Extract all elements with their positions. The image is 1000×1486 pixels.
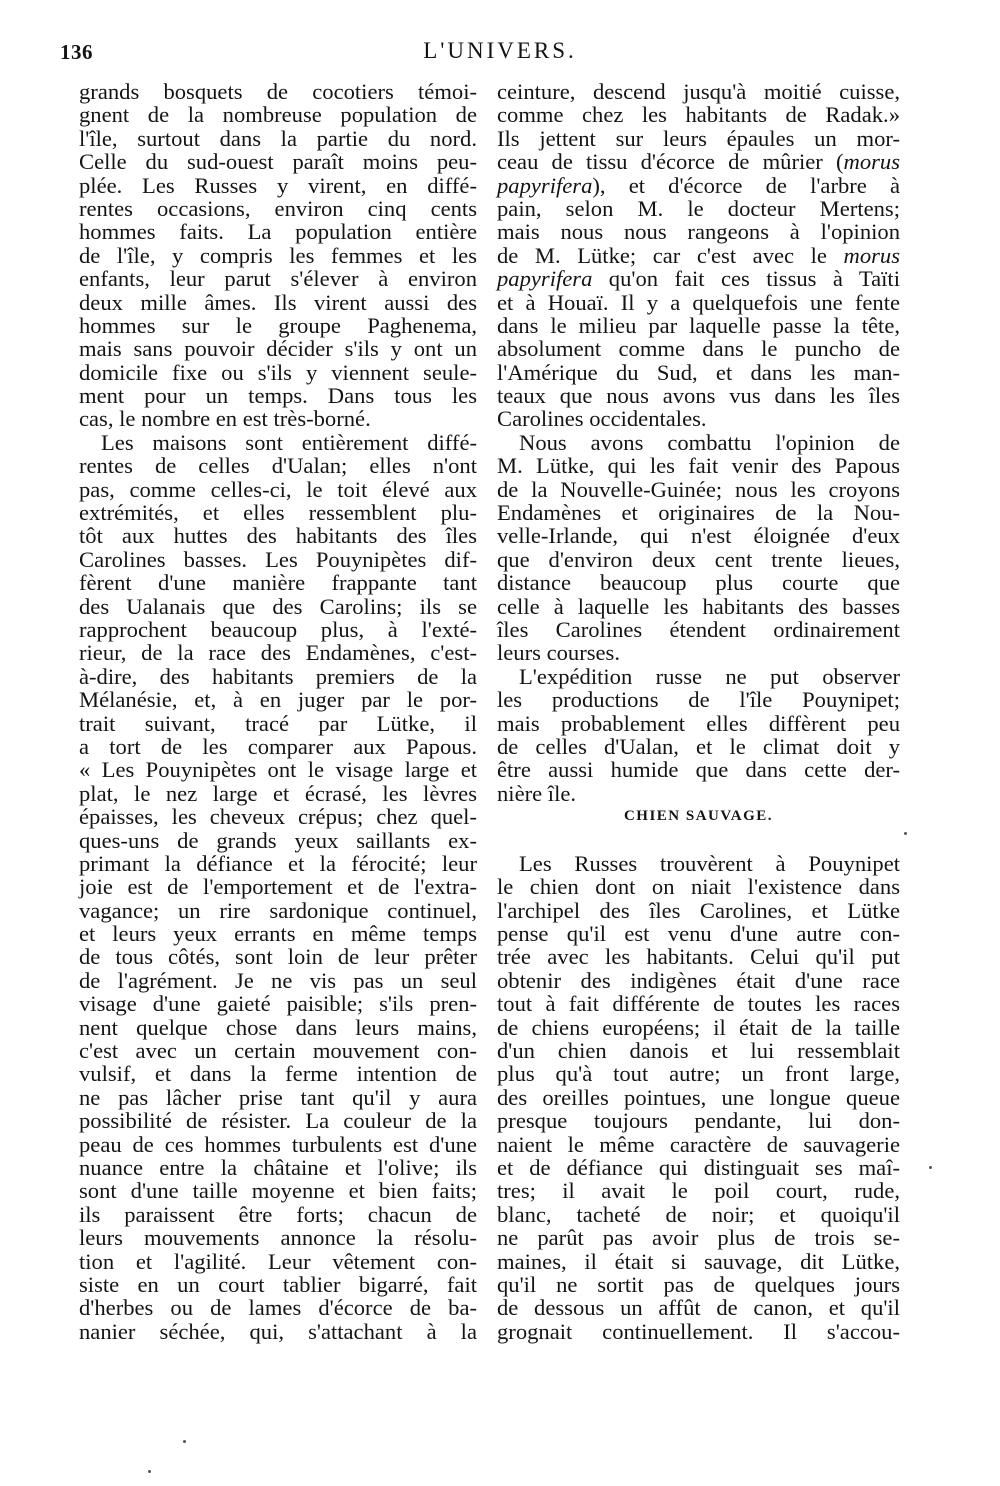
text-line: l'Amérique du Sud, et dans les man-	[497, 359, 900, 385]
text-line: de celles d'Ualan, et le climat doit y	[497, 733, 900, 759]
text-line: hommes faits. La population entière	[79, 219, 477, 245]
running-title: L'UNIVERS.	[423, 38, 577, 63]
text-line: domicile fixe ou s'ils y viennent seule-	[79, 359, 477, 385]
text-line: ils paraissent être forts; chacun de	[79, 1201, 477, 1227]
text-line: que d'environ deux cent trente lieues,	[497, 546, 900, 572]
text-line: rentes occasions, environ cinq cents	[79, 195, 477, 221]
text-line: d'un chien danois et lui ressemblait	[497, 1038, 900, 1064]
text-line	[497, 174, 900, 197]
text-line: primant la défiance et la férocité; leur	[79, 850, 477, 876]
text-line: plée. Les Russes y virent, en diffé-	[79, 172, 477, 198]
text-line: peau de ces hommes turbulents est d'une	[79, 1131, 477, 1157]
text-line: trée avec les habitants. Celui qu'il put	[497, 944, 900, 970]
text-line: vulsif, et dans la ferme intention de	[79, 1061, 477, 1087]
text-line: Ils jettent sur leurs épaules un mor-	[497, 125, 900, 151]
text-line: celle à laquelle les habitants des basses	[497, 593, 900, 619]
text-line: leurs courses.	[497, 640, 620, 666]
text-line	[497, 244, 900, 267]
paragraph-start: Les Russes trouvèrent à Pouynipet	[519, 850, 900, 876]
text-line: l'archipel des îles Carolines, et Lütke	[497, 897, 900, 923]
text-line: plus qu'à tout autre; un front large,	[497, 1061, 900, 1087]
text-line: grognait continuellement. Il s'accou-	[497, 1318, 900, 1344]
right-column	[497, 80, 900, 1343]
text-line: épaisses, les cheveux crépus; chez quel-	[79, 804, 477, 830]
text-line: comme chez les habitants de Radak.»	[497, 102, 900, 128]
text-line: ment pour un temps. Dans tous les	[79, 383, 477, 409]
text-line: maines, il était si sauvage, dit Lütke,	[497, 1248, 900, 1274]
text-line: presque toujours pendante, lui don-	[497, 1108, 900, 1134]
text-line: des Ualanais que des Carolins; ils se	[79, 593, 477, 619]
print-speck	[904, 832, 907, 835]
text-line: de chiens européens; il était de la taille	[497, 1014, 900, 1040]
text-line: et leurs yeux errants en même temps	[79, 921, 477, 947]
text-line: teaux que nous avons vus dans les îles	[497, 383, 900, 409]
text-line: visage d'une gaieté paisible; s'ils pren-	[79, 991, 477, 1017]
section-heading: CHIEN SAUVAGE.	[623, 808, 774, 825]
text-line: qu'il ne sortit pas de quelques jours	[497, 1271, 900, 1297]
text-line: nuance entre la châtaine et l'olive; ils	[79, 1154, 477, 1180]
text-segment: ceau de tissu d'écorce de mûrier (	[497, 149, 844, 175]
text-segment: ), et d'écorce de l'arbre à	[592, 172, 900, 198]
italic-term: papyrifera	[497, 266, 593, 292]
text-line: d'herbes ou de lames d'écorce de ba-	[79, 1295, 477, 1321]
text-line: extrémités, et elles ressemblent plu-	[79, 500, 477, 526]
text-line: et à Houaï. Il y a quelquefois une fente	[497, 289, 900, 315]
text-line: de l'île, y compris les femmes et les	[79, 242, 477, 268]
left-column	[79, 80, 477, 1343]
text-line: enfants, leur parut s'élever à environ	[79, 266, 477, 292]
text-line: tres; il avait le poil court, rude,	[497, 1178, 900, 1204]
text-line: siste en un court tablier bigarré, fait	[79, 1271, 477, 1297]
print-speck	[183, 1440, 186, 1443]
print-speck	[929, 1166, 932, 1169]
italic-term: morus	[843, 149, 900, 175]
text-line: plat, le nez large et écrasé, les lèvres	[79, 780, 477, 806]
text-line: trait suivant, tracé par Lütke, il	[79, 710, 477, 736]
text-line: mais probablement elles diffèrent peu	[497, 710, 900, 736]
text-line: ne parût pas avoir plus de trois se-	[497, 1225, 900, 1251]
text-line: être aussi humide que dans cette der-	[497, 757, 900, 783]
text-line: mais nous nous rangeons à l'opinion	[497, 219, 900, 245]
text-line: Celle du sud-ouest paraît moins peu-	[79, 149, 477, 175]
text-line: de tous côtés, sont loin de leur prêter	[79, 944, 477, 970]
text-segment: qu'on fait ces tissus à Taïti	[592, 266, 900, 292]
text-line: ceinture, descend jusqu'à moitié cuisse,	[497, 79, 900, 104]
text-line: îles Carolines étendent ordinairement	[497, 616, 900, 642]
text-line: M. Lütke, qui les fait venir des Papous	[497, 453, 900, 479]
text-line: des oreilles pointues, une longue queue	[497, 1084, 900, 1110]
text-line: de dessous un affût de canon, et qu'il	[497, 1295, 900, 1321]
text-line: obtenir des indigènes était d'une race	[497, 967, 900, 993]
text-line: les productions de l'île Pouynipet;	[497, 687, 900, 713]
text-line: à-dire, des habitants premiers de la	[79, 663, 477, 689]
italic-term: morus	[843, 242, 900, 268]
text-line: hommes sur le groupe Paghenema,	[79, 312, 477, 338]
text-line: Carolines basses. Les Pouynipètes dif-	[79, 546, 477, 572]
text-line: deux mille âmes. Ils virent aussi des	[79, 289, 477, 315]
text-line: cas, le nombre en est très-borné.	[79, 406, 371, 432]
text-line: Mélanésie, et, à en juger par le por-	[79, 687, 477, 713]
text-line: a tort de les comparer aux Papous.	[79, 733, 477, 759]
text-line: « Les Pouynipètes ont le visage large et	[79, 757, 477, 783]
text-line: gnent de la nombreuse population de	[79, 102, 477, 128]
text-line: dans le milieu par laquelle passe la tête,	[497, 312, 900, 338]
text-line: sont d'une taille moyenne et bien faits;	[79, 1178, 477, 1204]
text-line: de la Nouvelle-Guinée; nous les croyons	[497, 476, 900, 502]
text-line: possibilité de résister. La couleur de la	[79, 1108, 477, 1134]
text-line	[497, 150, 900, 173]
text-line: naient le même caractère de sauvagerie	[497, 1131, 900, 1157]
text-line: rapprochent beaucoup plus, à l'exté-	[79, 616, 477, 642]
italic-term: papyrifera	[497, 172, 593, 198]
text-line: blanc, tacheté de noir; et quoiqu'il	[497, 1201, 900, 1227]
text-line: de l'agrément. Je ne vis pas un seul	[79, 967, 477, 993]
text-line: fèrent d'une manière frappante tant	[79, 570, 477, 596]
text-line: rentes de celles d'Ualan; elles n'ont	[79, 453, 477, 479]
text-line: Carolines occidentales.	[497, 406, 707, 432]
text-line: c'est avec un certain mouvement con-	[79, 1038, 477, 1064]
page-number: 136	[60, 40, 93, 64]
text-line: nanier séchée, qui, s'attachant à la	[79, 1318, 477, 1344]
text-line: grands bosquets de cocotiers témoi-	[79, 79, 477, 104]
text-line: absolument comme dans le puncho de	[497, 336, 900, 362]
text-line: pain, selon M. le docteur Mertens;	[497, 195, 900, 221]
text-line: l'île, surtout dans la partie du nord.	[79, 125, 477, 151]
text-line: pense qu'il est venu d'une autre con-	[497, 921, 900, 947]
text-line: mais sans pouvoir décider s'ils y ont un	[79, 336, 477, 362]
text-line: nent quelque chose dans leurs mains,	[79, 1014, 477, 1040]
print-speck	[148, 1470, 151, 1473]
text-line: velle-Irlande, qui n'est éloignée d'eux	[497, 523, 900, 549]
text-line: tout à fait différente de toutes les races	[497, 991, 900, 1017]
paragraph-start: L'expédition russe ne put observer	[519, 663, 900, 689]
text-line: joie est de l'emportement et de l'extra-	[79, 874, 477, 900]
text-line: le chien dont on niait l'existence dans	[497, 874, 900, 900]
text-line: rieur, de la race des Endamènes, c'est-	[79, 640, 477, 666]
text-line: Endamènes et originaires de la Nou-	[497, 500, 900, 526]
text-segment: de M. Lütke; car c'est avec le	[497, 242, 844, 268]
text-line: ques-uns de grands yeux saillants ex-	[79, 827, 477, 853]
text-line: ne pas lâcher prise tant qu'il y aura	[79, 1084, 477, 1110]
paragraph-start: Nous avons combattu l'opinion de	[519, 429, 900, 455]
text-line: pas, comme celles-ci, le toit élevé aux	[79, 476, 477, 502]
text-line: distance beaucoup plus courte que	[497, 570, 900, 596]
text-line: vagance; un rire sardonique continuel,	[79, 897, 477, 923]
text-line: tion et l'agilité. Leur vêtement con-	[79, 1248, 477, 1274]
paragraph-start: Les maisons sont entièrement diffé-	[101, 429, 477, 455]
text-line: tôt aux huttes des habitants des îles	[79, 523, 477, 549]
text-line	[497, 267, 900, 290]
text-line: leurs mouvements annonce la résolu-	[79, 1225, 477, 1251]
text-line: et de défiance qui distinguait ses maî-	[497, 1154, 900, 1180]
text-line: nière île.	[497, 780, 577, 806]
spacer	[497, 829, 900, 852]
